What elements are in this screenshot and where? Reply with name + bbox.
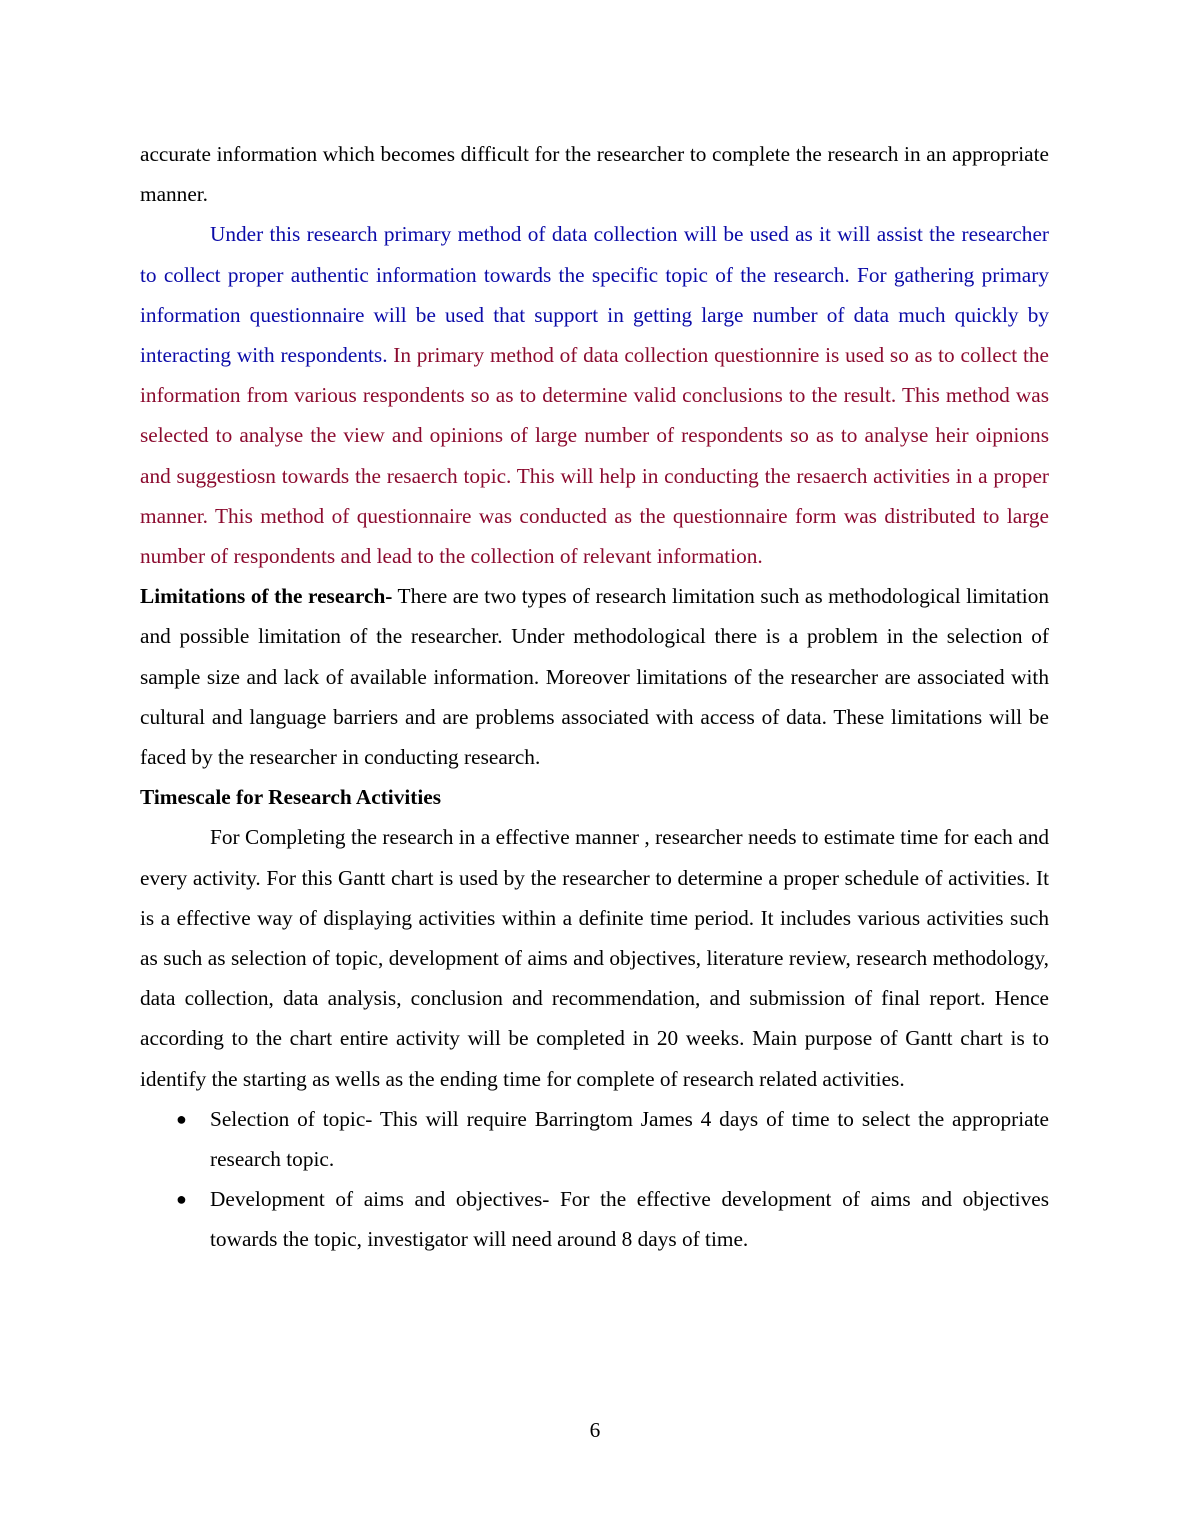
list-item-text: Development of aims and objectives- For the effective development of aims and objectives towards the topic, investigator will need around 8 days of time. — [210, 1187, 1049, 1252]
page-number: 6 — [589, 1418, 601, 1442]
data-collection-maroon-text: In primary method of data collection questionnire is used so as to collect the information from various respondents so as to determine valid conclusions to the result. This method was selected to analyse the view and opinions of large number of respondents so as to analyse heir oipnions and suggestiosn towards the resaerch topic. This will help in conducting the resaerch activities in a proper manner. This method of questionnaire was conducted as the questionnaire form was distributed to large number of respondents and lead to the collection of relevant information. — [140, 343, 1049, 569]
document-page — [140, 134, 1049, 1260]
timescale-paragraph: For Completing the research in a effective manner , researcher needs to estimate time for each and every activity. For this Gantt chart is used by the researcher to determine a proper schedule of activities. It is a effective way of displaying activities within a definite time period. It includes various activities such as such as selection of topic, development of aims and objectives, literature review, research methodology, data collection, data analysis, conclusion and recommendation, and submission of final report. Hence according to the chart entire activity will be completed in 20 weeks. Main purpose of Gantt chart is to identify the starting as wells as the ending time for complete of research related activities. — [140, 825, 1049, 1091]
data-collection-paragraph — [140, 214, 1049, 576]
limitations-text: There are two types of research limitation such as methodological limitation and possible limitation of the researcher. Under methodological there is a problem in the selection of sample size and lack of available information. Moreover limitations of the researcher are associated with cultural and language barriers and are problems associated with access of data. These limitations will be faced by the researcher in conducting research. — [140, 584, 1049, 770]
data-collection-blue-text: Under this research primary method of data collection will be used as it will assist the researcher to collect proper authentic information towards the specific topic of the research. For gathering primary information questionnaire will be used that support in getting large number of data much quickly by interacting with respondents. — [140, 222, 1049, 368]
list-item — [140, 1099, 1049, 1179]
activity-list — [140, 1099, 1049, 1260]
list-item — [140, 1179, 1049, 1259]
limitations-label: Limitations of the research- — [140, 584, 393, 609]
continuation-paragraph: accurate information which becomes difficult for the researcher to complete the research in an appropriate manner. — [140, 142, 1049, 207]
limitations-paragraph — [140, 576, 1049, 777]
list-item-text: Selection of topic- This will require Barringtom James 4 days of time to select the appropriate research topic. — [210, 1106, 1049, 1172]
bullet-icon: ● — [176, 1108, 187, 1129]
bullet-icon: ● — [176, 1189, 187, 1210]
timescale-heading: Timescale for Research Activities — [140, 785, 442, 810]
